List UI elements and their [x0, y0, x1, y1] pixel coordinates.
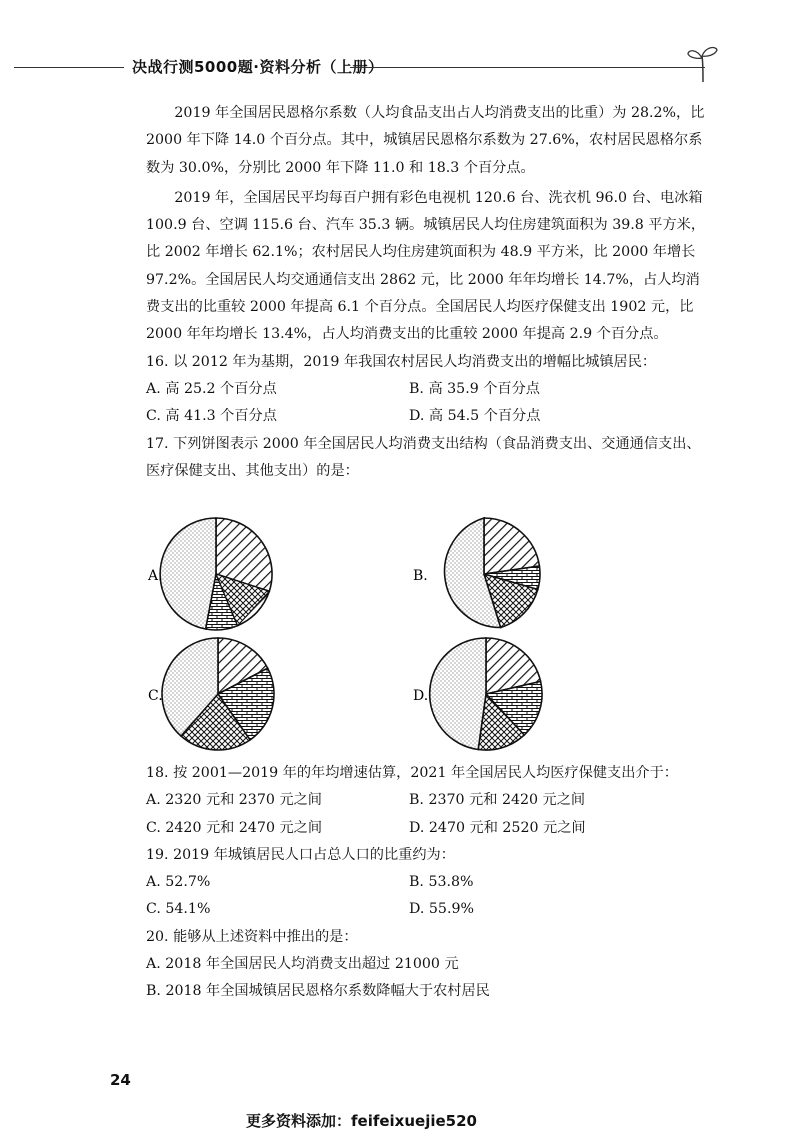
pie-d[interactable]	[430, 638, 542, 750]
option-18b[interactable]: B. 2370 元和 2420 元之间	[409, 792, 586, 809]
paragraph-durables: 2019 年，全国居民平均每百户拥有彩色电视机 120.6 台、洗衣机 96.0 台、电冰箱 100.9 台、空调 115.6 台、汽车 35.3 辆。城镇居民人均住房建筑面积为 39.8 平方米，比 2002 年增长 62.1%；农村居民人均住房建筑面积为 48.9 平方米，比 2000 年增长 97.2%。全国居民人均交通通信支出 2862 元，比 2000 年年均增长 14.7%，占人均消费支出的比重较 2000 年提高 6.1 个百分点。全国居民人均医疗保健支出 1902 元，比 2000 年年均增长 13.4%，占人均消费支出的比重较 2000 年提高 2.9 个百分点。	[146, 189, 706, 343]
option-16b[interactable]: B. 高 35.9 个百分点	[409, 380, 540, 397]
question-16-stem: 16. 以 2012 年为基期，2019 年我国农村居民人均消费支出的增幅比城镇居民：	[146, 353, 657, 370]
pie-label-b: B.	[413, 568, 428, 584]
footer-note: 更多资料添加：feifeixuejie520	[246, 1112, 477, 1130]
question-18-options-row2	[146, 815, 706, 842]
option-16c[interactable]: C. 高 41.3 个百分点	[146, 408, 277, 425]
option-16a[interactable]: A. 高 25.2 个百分点	[146, 380, 277, 397]
option-18c[interactable]: C. 2420 元和 2470 元之间	[146, 819, 323, 836]
book-title: 决战行测5000题·资料分析（上册）	[132, 58, 384, 76]
option-19c[interactable]: C. 54.1%	[146, 901, 211, 918]
questions-18-20	[146, 760, 706, 1006]
option-16d[interactable]: D. 高 54.5 个百分点	[409, 408, 541, 425]
question-19-stem: 19. 2019 年城镇居民人口占总人口的比重约为：	[146, 846, 455, 863]
pie-label-a: A.	[148, 568, 163, 584]
option-18a[interactable]: A. 2320 元和 2370 元之间	[146, 792, 322, 809]
option-19a[interactable]: A. 52.7%	[146, 874, 211, 891]
question-20-stem: 20. 能够从上述资料中推出的是：	[146, 928, 358, 945]
option-19b[interactable]: B. 53.8%	[409, 874, 474, 891]
option-20b[interactable]: B. 2018 年全国城镇居民恩格尔系数降幅大于农村居民	[146, 983, 490, 1000]
page-number: 24	[110, 1071, 131, 1089]
question-19-options-row2	[146, 896, 706, 923]
pie-label-c: C.	[148, 688, 163, 704]
question-17-stem: 17. 下列饼图表示 2000 年全国居民人均消费支出结构（食品消费支出、交通通信支出、医疗保健支出、其他支出）的是：	[146, 435, 701, 479]
option-20a[interactable]: A. 2018 年全国居民人均消费支出超过 21000 元	[146, 956, 459, 973]
pie-b[interactable]	[445, 518, 540, 628]
pie-label-d: D.	[413, 688, 429, 704]
paragraph-engel: 2019 年全国居民恩格尔系数（人均食品支出占人均消费支出的比重）为 28.2%，比 2000 年下降 14.0 个百分点。其中，城镇居民恩格尔系数为 27.6%，农村居民恩格尔系数为 30.0%，分别比 2000 年下降 11.0 和 18.3 个百分点。	[146, 105, 705, 176]
pie-a[interactable]	[160, 518, 272, 630]
question-19-options-row1	[146, 869, 706, 896]
question-18-options-row1	[146, 787, 706, 814]
pie-c[interactable]	[162, 638, 274, 750]
question-18-stem: 18. 按 2001—2019 年的年均增速估算，2021 年全国居民人均医疗保健支出介于：	[146, 765, 678, 781]
option-18d[interactable]: D. 2470 元和 2520 元之间	[409, 819, 586, 836]
option-19d[interactable]: D. 55.9%	[409, 901, 474, 918]
